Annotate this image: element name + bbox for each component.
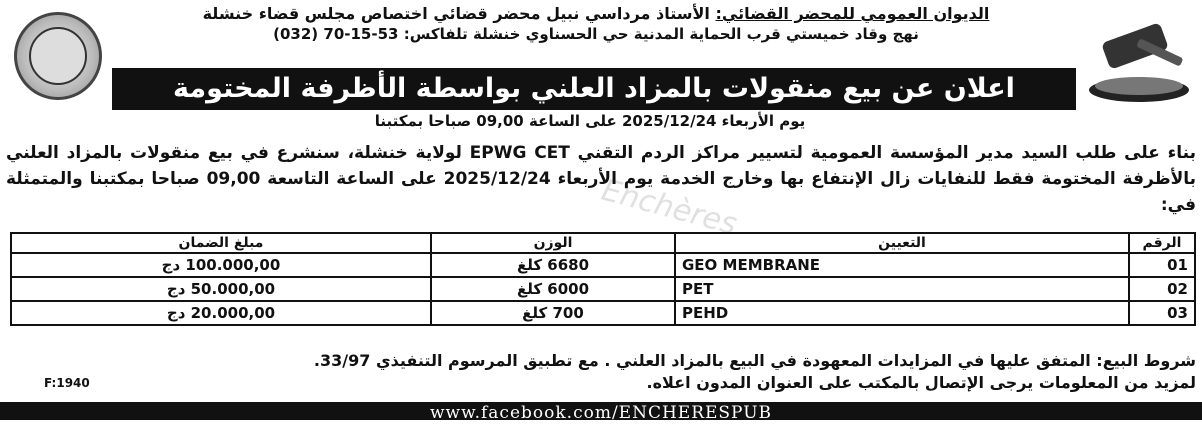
row-num: 03 [1129,301,1195,325]
row-weight: 700 كلغ [431,301,675,325]
row-price: 20.000,00 دج [11,301,431,325]
body-part-3: على الساعة التاسعة 09,00 صباحا بمكتبنا والمتمثلة في: [6,169,1196,215]
auction-dateline: يوم الأربعاء 2025/12/24 على الساعة 09,00 صباحا بمكتبنا [374,112,806,130]
bailiff-header [130,4,1062,66]
address-text: نهج وقاد خميستي قرب الحماية المدنية حي الحسناوي خنشلة تلفاكس: [403,25,919,43]
justice-seal-icon [14,12,102,100]
row-spec: PEHD [675,301,1129,325]
announcement-title: اعلان عن بيع منقولات بالمزاد العلني بواسطة الأظرفة المختومة [112,68,1076,110]
header-num: الرقم [1129,233,1195,253]
table-row [11,277,1195,301]
row-spec: GEO MEMBRANE [675,253,1129,277]
header-jurisdiction: محضر قضائي اختصاص مجلس قضاء خنشلة [202,4,541,23]
header-office: الديوان العمومي للمحضر القضائي: [715,4,990,23]
phone-number: (032) 70-15-53 [273,25,399,43]
bailiff-name: الأستاذ مرداسي نبيل [546,4,710,23]
announcement-body [6,140,1196,218]
sale-conditions [8,350,1196,394]
conditions-line-1: شروط البيع: المتفق عليها في المزايدات المعهودة في البيع بالمزاد العلني . مع تطبيق المرسوم التنفيذي 33/97. [313,351,1196,370]
reference-code: F:1940 [44,376,90,390]
row-price: 100.000,00 دج [11,253,431,277]
header-weight: الوزن [431,233,675,253]
header-spec: التعيين [675,233,1129,253]
row-weight: 6680 كلغ [431,253,675,277]
company-code: EPWG CET [469,143,570,163]
watermark: Enchères [597,172,741,243]
header-line-1 [130,4,1062,24]
row-price: 50.000,00 دج [11,277,431,301]
header-price: مبلغ الضمان [11,233,431,253]
row-num: 01 [1129,253,1195,277]
body-part-2: لولاية خنشلة، سنشرع في بيع منقولات بالمزاد العلني بالأظرفة المختومة فقط للنفايات زال الإنتفاع بها وخارج الخدمة يوم الأربعاء [6,143,1197,189]
header-address [130,24,1062,44]
body-part-1: بناء على طلب السيد مدير المؤسسة العمومية لتسيير مراكز الردم التقني [577,143,1196,163]
conditions-line-2: لمزيد من المعلومات يرجى الإتصال بالمكتب على العنوان المدون اعلاه. [646,373,1196,392]
items-table [10,232,1196,326]
row-spec: PET [675,277,1129,301]
auction-date: 2025/12/24 [443,169,551,189]
table-header-row [11,233,1195,253]
footer-url[interactable]: www.facebook.com/ENCHERESPUB [0,402,1202,420]
gavel-icon [1084,14,1194,106]
scales-emblem-icon [29,27,87,85]
row-weight: 6000 كلغ [431,277,675,301]
table-row [11,301,1195,325]
table-row [11,253,1195,277]
row-num: 02 [1129,277,1195,301]
